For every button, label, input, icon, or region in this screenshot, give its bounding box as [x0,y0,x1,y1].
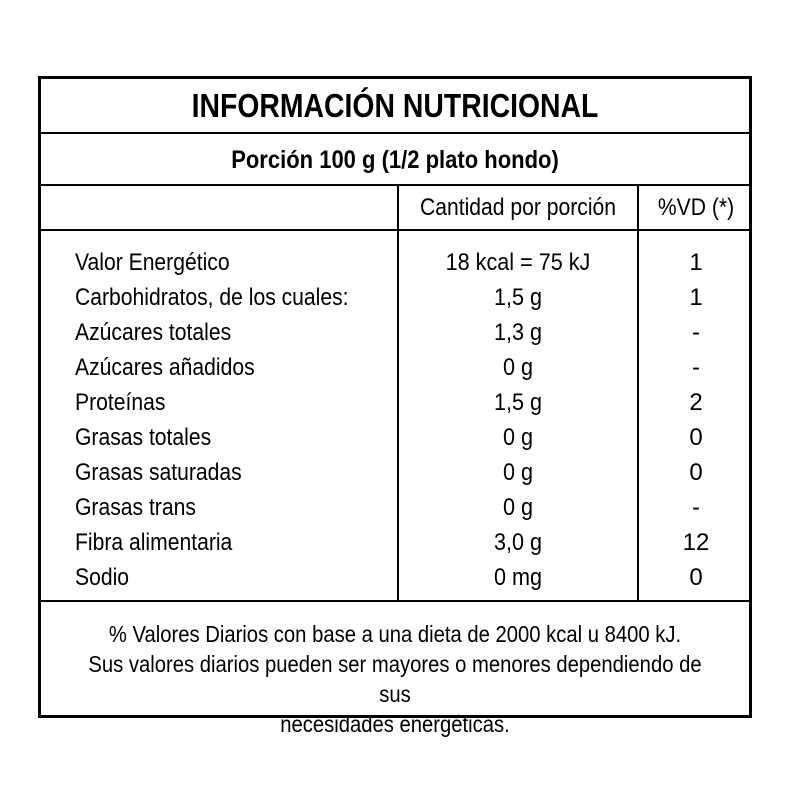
nutrient-row [41,455,749,490]
nutrition-facts-label [38,76,752,737]
nutrient-vd: 2 [689,388,703,416]
nutrient-row [41,420,749,455]
nutrient-amount: 0 g [502,353,534,381]
nutrient-row [41,525,749,560]
nutrient-vd: 0 [689,563,703,591]
column-header-vd: %VD (*) [657,194,735,221]
nutrient-name: Fibra alimentaria [75,528,233,556]
nutrient-name: Azúcares totales [75,318,232,346]
nutrient-amount: 1,3 g [493,318,543,346]
nutrient-name: Proteínas [75,388,166,416]
nutrient-vd: - [692,493,700,521]
nutrient-amount: 0 mg [493,563,543,591]
nutrient-row [41,315,749,350]
footnote-line-1: % Valores Diarios con base a una dieta de 2000 kcal u 8400 kJ. [108,621,682,647]
nutrient-amount: 0 g [502,423,534,451]
nutrient-amount: 1,5 g [493,283,543,311]
nutrient-name: Sodio [75,563,130,591]
nutrient-amount: 0 g [502,458,534,486]
nutrient-vd: 12 [682,528,710,556]
nutrient-row [41,385,749,420]
nutrient-name: Grasas saturadas [75,458,242,486]
portion-divider [41,184,749,186]
nutrient-vd: 1 [689,248,703,276]
header-divider [41,229,749,231]
nutrient-row [41,245,749,280]
nutrient-amount: 1,5 g [493,388,543,416]
nutrient-row [41,350,749,385]
footnote [83,619,706,739]
nutrient-vd: - [692,318,700,346]
nutrient-row [41,560,749,595]
footnote-line-2: Sus valores diarios pueden ser mayores o menores dependiendo de sus [88,651,702,707]
nutrient-name: Carbohidratos, de los cuales: [75,283,349,311]
nutrient-vd: 1 [689,283,703,311]
nutrient-name: Valor Energético [75,248,230,276]
portion-size: Porción 100 g (1/2 plato hondo) [231,145,559,174]
nutrient-name: Azúcares añadidos [75,353,255,381]
nutrient-vd: 0 [689,458,703,486]
column-header-amount: Cantidad por porción [419,194,617,221]
nutrient-amount: 18 kcal = 75 kJ [445,248,591,276]
nutrient-amount: 0 g [502,493,534,521]
nutrient-amount: 3,0 g [493,528,543,556]
nutrient-row [41,280,749,315]
nutrient-name: Grasas trans [75,493,196,521]
title-divider [41,132,749,134]
footnote-line-3: necesidades energéticas. [280,711,510,737]
nutrient-vd: - [692,353,700,381]
nutrient-name: Grasas totales [75,423,212,451]
label-title: INFORMACIÓN NUTRICIONAL [191,87,599,124]
footer-divider [41,600,749,602]
nutrient-vd: 0 [689,423,703,451]
nutrient-row [41,490,749,525]
